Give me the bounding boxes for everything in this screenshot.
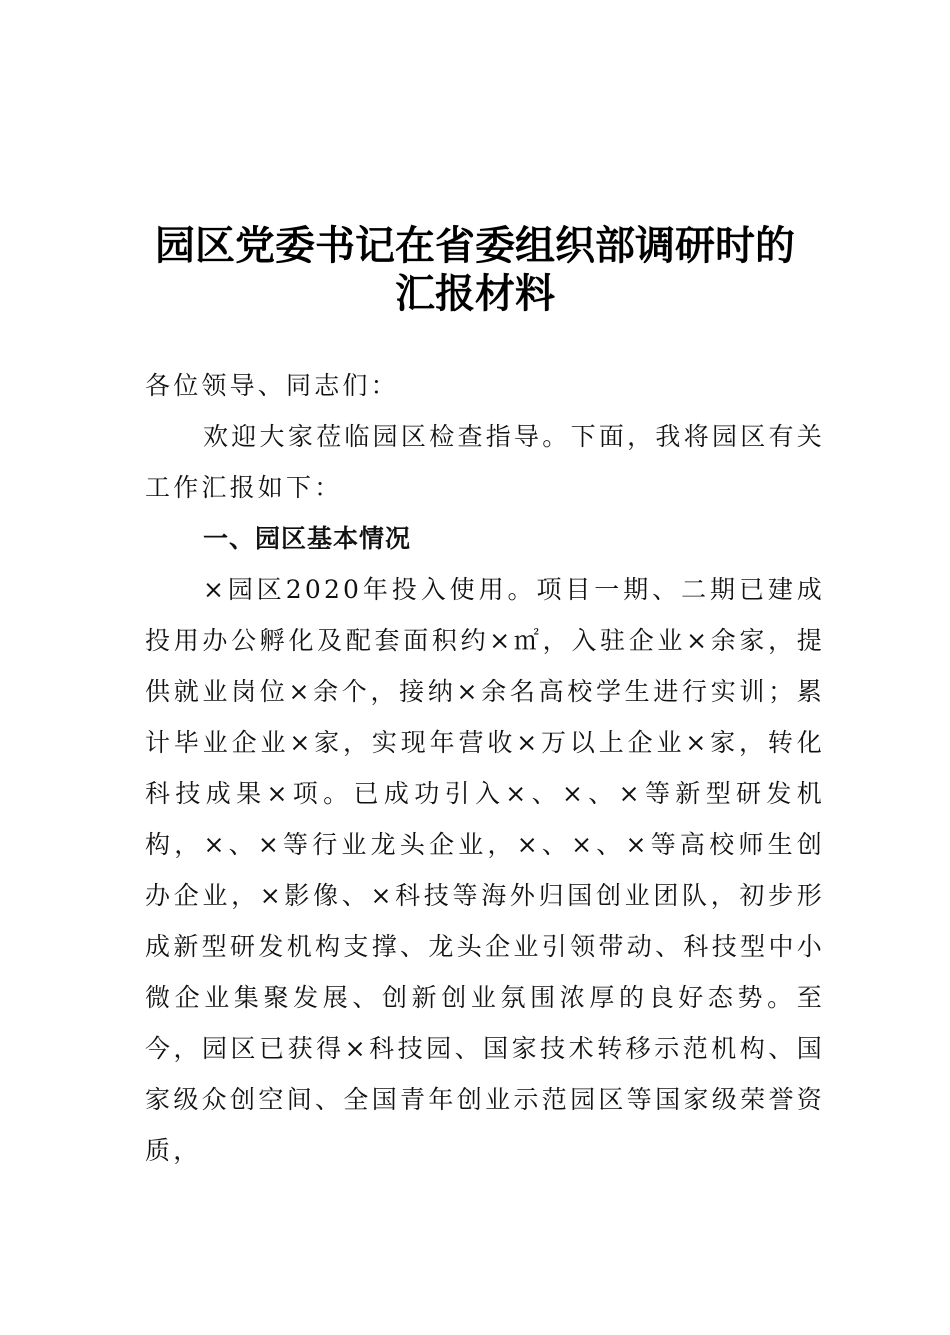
section-paragraph: ×园区2020年投入使用。项目一期、二期已建成投用办公孵化及配套面积约×㎡，入驻企业×余家，提供就业岗位×余个，接纳×余名高校学生进行实训；累计毕业企业×家，实现年营收×万以上企业×家，转化科技成果×项。已成功引入×、×、×等新型研发机构，×、×等行业龙头企业，×、×、×等高校师生创办企业，×影像、×科技等海外归国创业团队，初步形成新型研发机构支撑、龙头企业引领带动、科技型中小微企业集聚发展、创新创业氛围浓厚的良好态势。至今，园区已获得×科技园、国家技术转移示范机构、国家级众创空间、全国青年创业示范园区等国家级荣誉资质， [145,575,825,1165]
salutation: 各位领导、同志们： [145,371,399,400]
title-line-2: 汇报材料 [395,271,555,317]
section-heading: 一、园区基本情况 [203,524,412,553]
title-line-1: 园区党委书记在省委组织部调研时的 [155,223,795,269]
intro-paragraph: 欢迎大家莅临园区检查指导。下面，我将园区有关工作汇报如下： [145,422,825,502]
document-body [145,360,825,1176]
document-title [120,222,830,318]
